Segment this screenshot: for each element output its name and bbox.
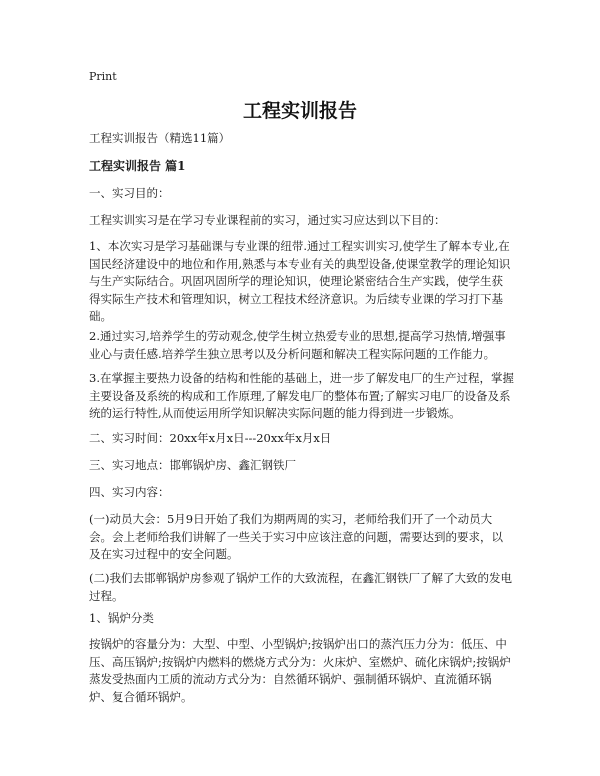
paragraph-objective-heading: 一、实习目的： (89, 186, 170, 200)
paragraph-visit: (二)我们去邯郸锅炉房参观了锅炉工作的大致流程，在鑫汇钢铁厂了解了大致的发电过程。 (89, 571, 512, 603)
section-heading: 工程实训报告 篇1 (89, 159, 186, 173)
paragraph-time: 二、实习时间：20xx年x月x日---20xx年x月x日 (89, 431, 332, 445)
document-title: 工程实训报告 (242, 100, 357, 122)
paragraph-objective-2: 2.通过实习,培养学生的劳动观念,使学生树立热爱专业的思想,提高学习热情,增强事业心与责任感.培养学生独立思考以及分析问题和解决工程实际问题的工作能力。 (89, 329, 506, 361)
paragraph-content-heading: 四、实习内容： (89, 485, 170, 499)
paragraph-boiler-heading: 1、锅炉分类 (89, 611, 154, 625)
paragraph-objective-3: 3.在掌握主要热力设备的结构和性能的基础上，进一步了解发电厂的生产过程，掌握主要设备及系统的构成和工作原理,了解发电厂的整体布置;了解实习电厂的设备及系统的运行特性,从而使运用所学知识解决实际问题的能力得到进一步锻炼。 (89, 371, 514, 420)
print-label: Print (89, 70, 117, 83)
paragraph-location: 三、实习地点：邯郸锅炉房、鑫汇钢铁厂 (89, 458, 296, 472)
paragraph-objective-1: 1、本次实习是学习基础课与专业课的纽带.通过工程实训实习,使学生了解本专业,在国民经济建设中的地位和作用,熟悉与本专业有关的典型设备,使课堂教学的理论知识与生产实际结合。巩固巩固所学的理论知识，使理论紧密结合生产实践，使学生获得实际生产技术和管理知识，树立工程技术经济意识。为后续专业课的学习打下基础。 (89, 239, 511, 323)
paragraph-mobilization: (一)动员大会：5月9日开始了我们为期两周的实习，老师给我们开了一个动员大会。会上老师给我们讲解了一些关于实习中应该注意的问题，需要达到的要求，以及在实习过程中的安全问题。 (89, 512, 503, 561)
document-subtitle: 工程实训报告（精选11篇） (89, 131, 231, 145)
paragraph-boiler-classification: 按锅炉的容量分为：大型、中型、小型锅炉;按锅炉出口的蒸汽压力分为：低压、中压、高压锅炉;按锅炉内燃料的燃烧方式分为：火床炉、室燃炉、硫化床锅炉;按锅炉蒸发受热面内工质的流动方式分为：自然循环锅炉、强制循环锅炉、直流循环锅炉、复合循环锅炉。 (89, 637, 511, 704)
paragraph-objective-intro: 工程实训实习是在学习专业课程前的实习，通过实习应达到以下目的： (89, 213, 446, 227)
